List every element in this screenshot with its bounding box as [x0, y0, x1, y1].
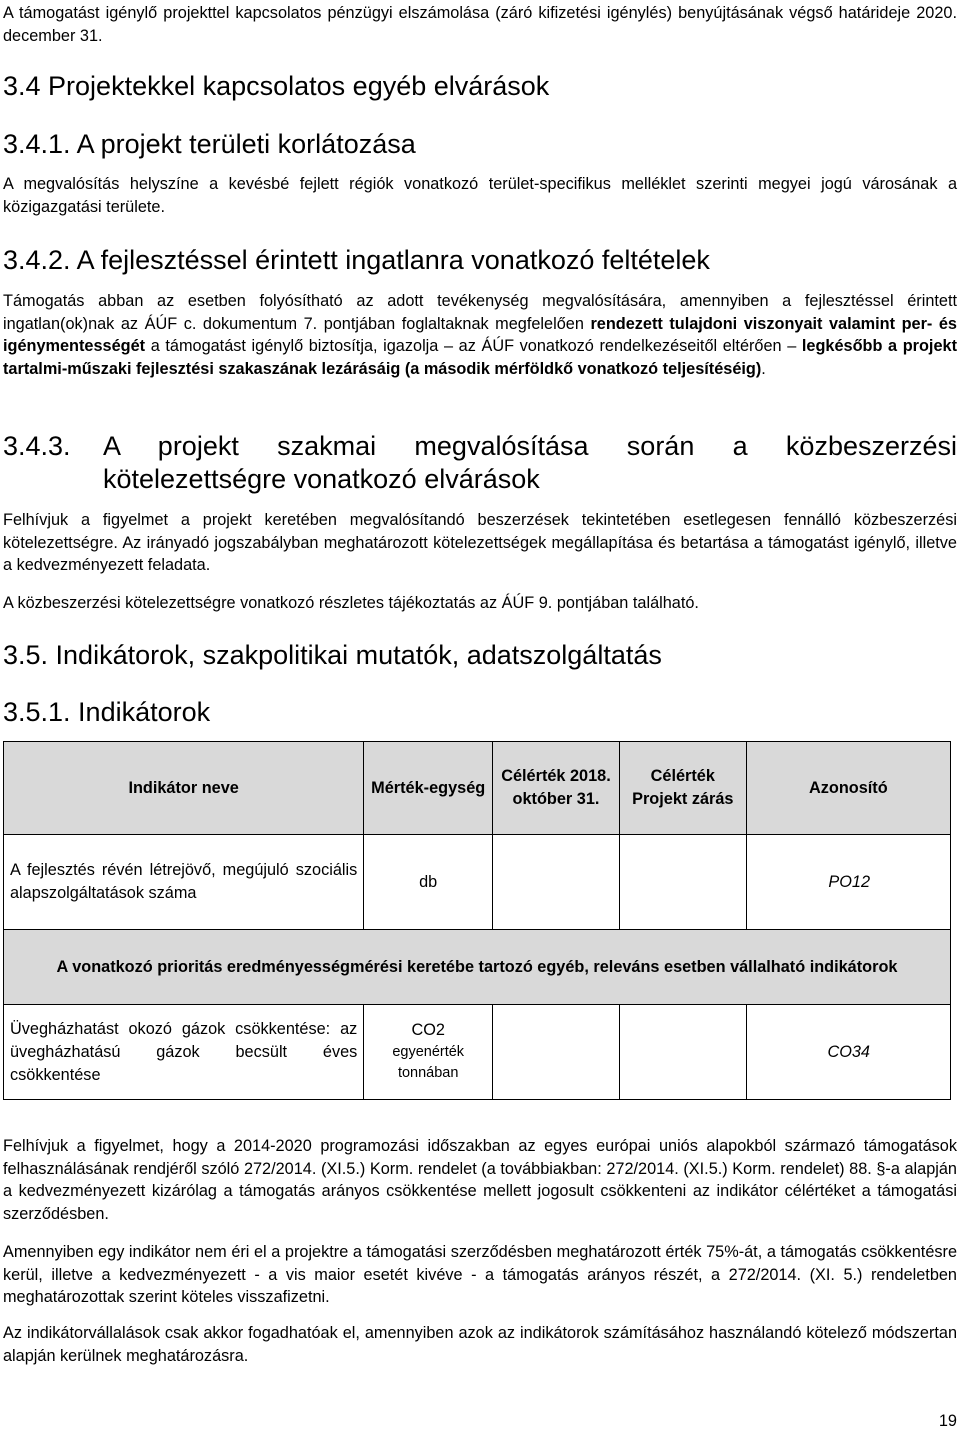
unit-cell [364, 1005, 493, 1100]
table-row [4, 835, 951, 930]
paragraph-3-4-2-text-1: Támogatás abban az esetben folyósítható az adott tevékenység megvalósítására, amennyiben a fejlesztéssel érintett ingatlan(ok)nak az ÁÚF c. dokumentum 7. pontjában foglaltaknak megfelelően [3, 292, 957, 333]
target-closing-cell [619, 1005, 746, 1100]
header-cell: Indikátor neve [4, 742, 364, 835]
page-number: 19 [938, 1412, 957, 1430]
header-cell: Célérték 2018. október 31. [493, 742, 620, 835]
paragraph-3-4-3-a: Felhívjuk a figyelmet a projekt keretében megvalósítandó beszerzések tekintetében esetlegesen fennálló közbeszerzési kötelezettségre. Az irányadó jogszabályban meghatározott kötelezettségek megállapítása és betartása a támogatást igénylő, illetve a kedvezményezett feladata. [3, 511, 957, 574]
target-closing-cell [619, 835, 746, 930]
paragraph-3-4-1: A megvalósítás helyszíne a kevésbé fejlett régiók vonatkozó terület-specifikus melléklet szerinti megyei jogú városának a közigazgatási területe. [3, 175, 957, 216]
unit-sub: egyenérték tonnában [392, 1044, 465, 1081]
header-cell: Azonosító [746, 742, 950, 835]
section-heading-3-4: 3.4 Projektekkel kapcsolatos egyéb elvárások [3, 71, 550, 101]
section-cell: A vonatkozó prioritás eredményességmérési keretébe tartozó egyéb, releváns esetben vállalható indikátorok [4, 930, 951, 1005]
unit-main: CO2 [411, 1021, 445, 1039]
section-heading-3-5: 3.5. Indikátorok, szakpolitikai mutatók, adatszolgáltatás [3, 640, 662, 670]
paragraph-3-4-2-text-3: . [761, 359, 766, 378]
section-heading-line-1: A projekt szakmai megvalósítása során a közbeszerzési [103, 431, 957, 461]
unit-cell: db [364, 835, 493, 930]
table-section-row [4, 930, 951, 1005]
table-header-row [4, 742, 951, 835]
header-cell: Mérték-egység [364, 742, 493, 835]
header-cell: Célérték Projekt zárás [619, 742, 746, 835]
paragraph-after-table-3: Az indikátorvállalások csak akkor fogadhatóak el, amennyiben azok az indikátorok számításához használandó kötelező módszertan alapján kerülnek meghatározásra. [3, 1324, 957, 1365]
section-number: 3.4.3. [3, 431, 71, 461]
paragraph-after-table-2: Amennyiben egy indikátor nem éri el a projektre a támogatási szerződésben meghatározott érték 75%-át, a támogatás csökkentésre kerül, illetve a kedvezményezett - a vis maior esetét kivéve - a támogatás arányos részét, a 272/2014. (XI. 5.) rendeletben meghatározottak szerint köteles visszafizetni. [3, 1243, 957, 1306]
indicator-name-cell: A fejlesztés révén létrejövő, megújuló szociális alapszolgáltatások száma [4, 835, 364, 930]
indicator-table [3, 741, 951, 1100]
section-heading-3-4-1: 3.4.1. A projekt területi korlátozása [3, 129, 416, 159]
table-row [4, 1005, 951, 1100]
section-heading-3-5-1: 3.5.1. Indikátorok [3, 697, 211, 727]
section-heading-line-2: kötelezettségre vonatkozó elvárások [103, 464, 540, 494]
section-heading-3-4-2: 3.4.2. A fejlesztéssel érintett ingatlanra vonatkozó feltételek [3, 245, 710, 275]
paragraph-3-4-2 [3, 290, 957, 380]
indicator-name-cell: Üvegházhatást okozó gázok csökkentése: az üvegházhatású gázok becsült éves csökkentése [4, 1005, 364, 1100]
paragraph-3-4-3-b: A közbeszerzési kötelezettségre vonatkozó részletes tájékoztatás az ÁÚF 9. pontjában található. [3, 594, 699, 612]
identifier-cell: CO34 [746, 1005, 950, 1100]
identifier-cell: PO12 [746, 835, 950, 930]
section-heading-3-4-3 [3, 430, 957, 496]
target-2018-cell [493, 835, 620, 930]
target-2018-cell [493, 1005, 620, 1100]
paragraph-3-4-2-bold-1: rendezett tulajdoni viszonyait valamint per- és igénymentességét [3, 314, 957, 355]
intro-paragraph: A támogatást igénylő projekttel kapcsolatos pénzügyi elszámolása (záró kifizetési igénylés) benyújtásának végső határideje 2020. december 31. [3, 4, 957, 45]
paragraph-3-4-2-text-2: a támogatást igénylő biztosítja, igazolja – az ÁÚF vonatkozó rendelkezéseitől eltérően – [145, 337, 802, 355]
paragraph-3-4-2-bold-2: legkésőbb a projekt tartalmi-műszaki fejlesztési szakaszának lezárásáig (a második mérföldkő vonatkozó teljesítéséig) [3, 337, 957, 378]
paragraph-after-table-1: Felhívjuk a figyelmet, hogy a 2014-2020 programozási időszakban az egyes európai uniós alapokból származó támogatások felhasználásának rendjéről szóló 272/2014. (XI.5.) Korm. rendelet (a továbbiakban: 272/2014. (XI.5.) Korm. rendelet) 88. §-a alapján a kedvezményezett kizárólag a támogatás arányos csökkentése mellett jogosult csökkenteni az indikátor célértéket a támogatási szerződésben. [3, 1137, 957, 1223]
